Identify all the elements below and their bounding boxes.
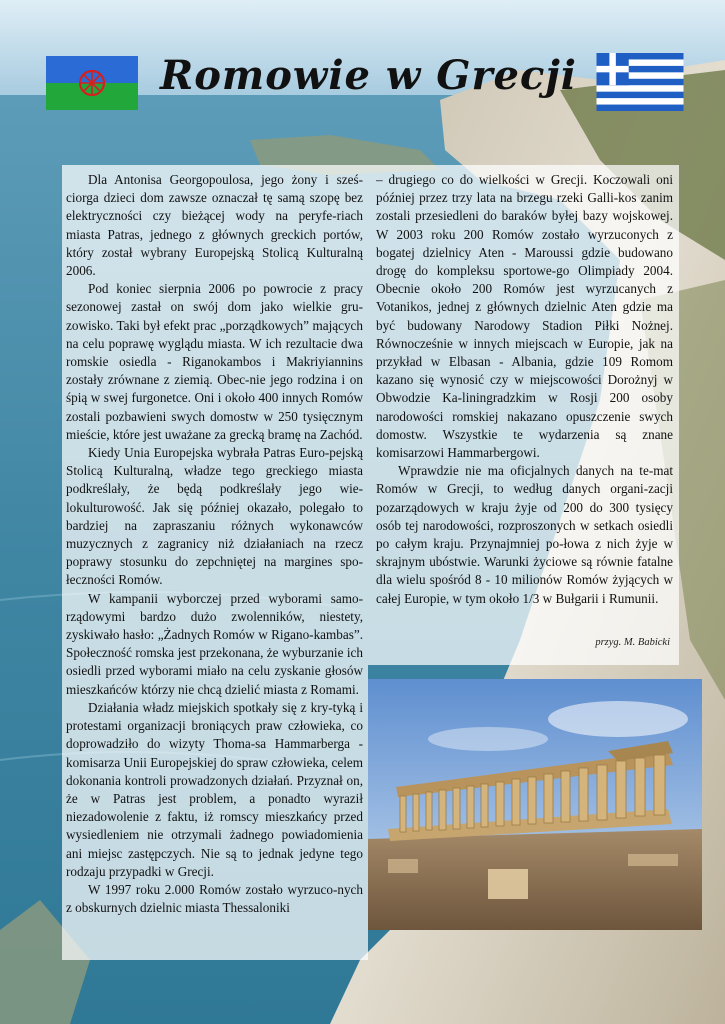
roma-flag-icon bbox=[46, 56, 138, 110]
paragraph: W 1997 roku 2.000 Romów zostało wyrzuco-nych z obskurnych dzielnic miasta Thessaloniki bbox=[66, 881, 363, 916]
paragraph: Dla Antonisa Georgopoulosa, jego żony i sześ-ciorga dzieci dom zawsze oznaczał tę samą szopę bez elektryczności czy bieżącej wody na peryfe-riach miasta Patras, jednego z głównych greckich portów, który został wybrany Europejską Stolicą Kulturalną 2006. bbox=[66, 172, 363, 279]
parthenon-photo bbox=[368, 679, 702, 930]
author-credit: przyg. M. Babicki bbox=[595, 637, 670, 648]
article-right-column bbox=[376, 171, 673, 641]
greece-flag-icon bbox=[596, 53, 684, 111]
paragraph: Działania władz miejskich spotkały się z kry-tyką i protestami organizacji broniących praw człowieka, co doprowadziło do wizyty Thoma-sa Hammarberga - komisarza Unii Europejskiej do spraw człowieka, celem dokonania kontroli prowadzonych działań. Przyznał on, że w Patras jest problem, a ponadto wyraził niezadowolenie z faktu, iż romscy mieszkańcy przed wysiedleniem nie otrzymali żadnego powiadomienia ani miejsc zastępczych. Nie są to jednak jedyne tego rodzaju przypadki w Grecji. bbox=[66, 699, 363, 879]
page-title: Romowie w Grecji bbox=[160, 52, 577, 99]
paragraph: Pod koniec sierpnia 2006 po powrocie z pracy sezonowej zastał on swój dom jako wielkie gru-zowisko. Taki był efekt prac „porządkowych” mających na celu poprawę wyglądu miasta. W ich rezultacie dwa romskie osiedla - Riganokambos i Makriyiannins zostały zrównane z ziemią. Obec-nie jego rodzina i on śpią w swej furgonetce. Oni i około 400 innych Romów zostali pozbawieni swych domostw w 250 tysięcznym mieście, które jest uważane za grecką bramę na Zachód. bbox=[66, 281, 363, 442]
paragraph: W kampanii wyborczej przed wyborami samo-rządowymi bardzo dużo zwolenników, niestety, zyskiwało hasło: „Żadnych Romów w Rigano-kambas”. Społeczność romska jest przekonana, że wyburzanie ich osiedli przed wyborami miało na celu zyskanie głosów mieszkańców którzy nie chcą dzielić miasta z Romami. bbox=[66, 590, 363, 697]
article-left-column bbox=[66, 171, 363, 961]
paragraph: Wprawdzie nie ma oficjalnych danych na te-mat Romów w Grecji, to według danych organi-zacji pozarządowych w kraju żyje od 200 do 300 tysięcy osób tej narodowości, rozproszonych w setkach osiedli po całym kraju. Przynajmniej po-łowa z nich żyje w skrajnym ubóstwie. Warunki życiowe są równie fatalne dla wielu spośród 8 - 10 milionów Romów żyjących w całej Europie, w tym około 1/3 w Bułgarii i Rumunii. bbox=[376, 463, 673, 606]
paragraph: Kiedy Unia Europejska wybrała Patras Euro-pejską Stolicą Kulturalną, władze tego greckiego miasta podkreślały, że będą podkreślały jego wie-lokulturowość. Jak się później okazało, polegało to bardziej na zapraszaniu różnych wykonawców muzycznych z zagranicy niż działaniach na rzecz poprawy stosunku do zepchniętej na margines spo-łeczności Romów. bbox=[66, 445, 363, 588]
paragraph: – drugiego co do wielkości w Grecji. Koczowali oni później przez trzy lata na brzegu rzeki Galli-kos zanim zostali przesiedleni do baraków byłej bazy wojskowej. W 2003 roku 200 Romów zostało wyrzuconych z bogatej dzielnicy Aten - Maroussi gdzie budowano drogę do kompleksu sportowe-go Olimpiady 2004. Obecnie około 200 Romów jest wyrzucanych z Votanikos, jednej z głównych dzielnic Aten gdzie ma być budowany Narodowy Stadion Piłki Nożnej. Równocześnie w innych miejscach w Europie, jak na przykład w Elbasan - Albania, gdzie 109 Romom kazano się wynosić czy w miejscowości Dorożnyj w Obwodzie Ka-liningradzkim w Rosji 200 osoby narodowości romskiej nakazano opuszczenie swych domostw. Wszystkie te wydarzenia są znane komisarzowi Hammarbergowi. bbox=[376, 172, 673, 461]
